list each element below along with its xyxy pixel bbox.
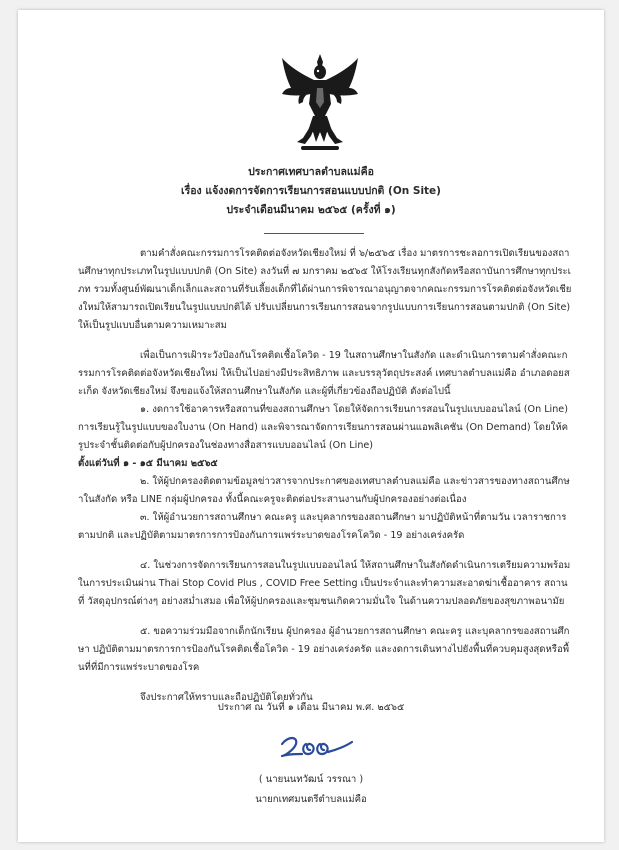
signer-position: นายกเทศมนตรีตำบลแม่คือ xyxy=(255,794,367,805)
issued-date: ประกาศ ณ วันที่ ๑ เดือน มีนาคม พ.ศ. ๒๕๖๕ xyxy=(217,702,405,713)
issuer-heading: ประกาศเทศบาลตำบลแม่คือ xyxy=(248,166,374,178)
period-heading: ประจำเดือนมีนาคม ๒๕๖๕ (ครั้งที่ ๑) xyxy=(226,204,396,216)
paragraph-purpose: เพื่อเป็นการเฝ้าระวังป้องกันโรคติดเชื้อโควิด - 19 ในสถานศึกษาในสังกัด และดำเนินการตามคำสั่งคณะกรรมการโรคติดต่อจังหวัดเชียงใหม่ ให้เป็นไปอย่างมีประสิทธิภาพ และบรรลุวัตถุประสงค์ เทศบาลตำบลแม่คือ อำเภอดอยสะเก็ด จังหวัดเชียงใหม่ จึงขอแจ้งให้สถานศึกษาในสังกัด และผู้ที่เกี่ยวข้องถือปฏิบัติ ดังต่อไปนี้ xyxy=(78,350,570,397)
measure-1-period: ตั้งแต่วันที่ ๑ - ๑๕ มีนาคม ๒๕๖๕ xyxy=(78,458,218,469)
measure-1: ๑. งดการใช้อาคารหรือสถานที่ของสถานศึกษา โดยให้จัดการเรียนการสอนในรูปแบบออนไลน์ (On Line) การเรียนรู้ในรูปแบบของใบงาน (On Hand) และพิจารณาจัดการเรียนการสอนผ่านแอพลิเคชัน (On Demand) โดยให้ครูประจำชั้นติดต่อกับผู้ปกครองในช่องทางสื่อสารแบบออนไลน์ (On Line) xyxy=(78,404,569,451)
subject-heading: เรื่อง แจ้งงดการจัดการเรียนการสอนแบบปกติ (On Site) xyxy=(181,185,441,197)
document-page xyxy=(18,10,604,842)
measure-4: ๔. ในช่วงการจัดการเรียนการสอนในรูปแบบออนไลน์ ให้สถานศึกษาในสังกัดดำเนินการเตรียมความพร้อมในการประเมินผ่าน Thai Stop Covid Plus , COVID Free Setting เป็นประจำและทำความสะอาดฆ่าเชื้ออาคาร สถานที่ วัสดุอุปกรณ์ต่างๆ อย่างสม่ำเสมอ เพื่อให้ผู้ปกครองและชุมชนเกิดความมั่นใจ ในด้านความปลอดภัยของสุขภาพอนามัย xyxy=(78,560,571,607)
paragraph-background: ตามคำสั่งคณะกรรมการโรคติดต่อจังหวัดเชียงใหม่ ที่ ๖/๒๕๖๕ เรื่อง มาตรการชะลอการเปิดเรียนของสถานศึกษาทุกประเภทในรูปแบบปกติ (On Site) ลงวันที่ ๗ มกราคม ๒๕๖๕ ให้โรงเรียนทุกสังกัดหรือสถาบันการศึกษาทุกประเภท รวมทั้งศูนย์พัฒนาเด็กเล็กและสถานที่รับเลี้ยงเด็กที่ได้ผ่านการพิจารณาอนุญาตจากคณะกรรมการโรคติดต่อจังหวัดเชียงใหม่ให้สามารถเปิดเรียนในรูปแบบปกติได้ ปรับเปลี่ยนการเรียนการสอนจากรูปแบบการเรียนการสอนตามปกติ (On Site) ให้เป็นรูปแบบอื่นตามความเหมาะสม xyxy=(78,248,572,331)
handwritten-signature-icon xyxy=(276,732,356,762)
measure-5: ๕. ขอความร่วมมือจากเด็กนักเรียน ผู้ปกครอง ผู้อำนวยการสถานศึกษา คณะครู และบุคลากรของสถานศึกษา ปฏิบัติตามมาตรการการป้องกันโรคติดเชื้อโควิด - 19 อย่างเคร่งครัด และงดการเดินทางไปยังพื้นที่ควบคุมสูงสุดหรือพื้นที่ที่มีการแพร่ระบาดของโรค xyxy=(78,626,570,673)
garuda-emblem-icon xyxy=(279,52,361,152)
announcement-title-block xyxy=(18,163,604,220)
closing-statement: จึงประกาศให้ทราบและถือปฏิบัติโดยทั่วกัน xyxy=(140,692,313,703)
title-divider xyxy=(264,233,364,234)
announcement-body xyxy=(78,245,572,707)
measure-3: ๓. ให้ผู้อำนวยการสถานศึกษา คณะครู และบุคลากรของสถานศึกษา มาปฏิบัติหน้าที่ตามวัน เวลาราชการตามปกติ และปฏิบัติตามมาตรการการป้องกันการแพร่ระบาดของโรคโควิด - 19 อย่างเคร่งครัด xyxy=(78,512,567,541)
measure-2: ๒. ให้ผู้ปกครองติดตามข้อมูลข่าวสารจากประกาศของเทศบาลตำบลแม่คือ และข่าวสารของทางสถานศึกษาในสังกัด หรือ LINE กลุ่มผู้ปกครอง ทั้งนี้คณะครูจะติดต่อประสานงานกับผู้ปกครองอย่างต่อเนื่อง xyxy=(78,476,570,505)
signer-name: ( นายนนทวัฒน์ วรรณา ) xyxy=(258,774,364,785)
signer-block xyxy=(18,770,604,810)
